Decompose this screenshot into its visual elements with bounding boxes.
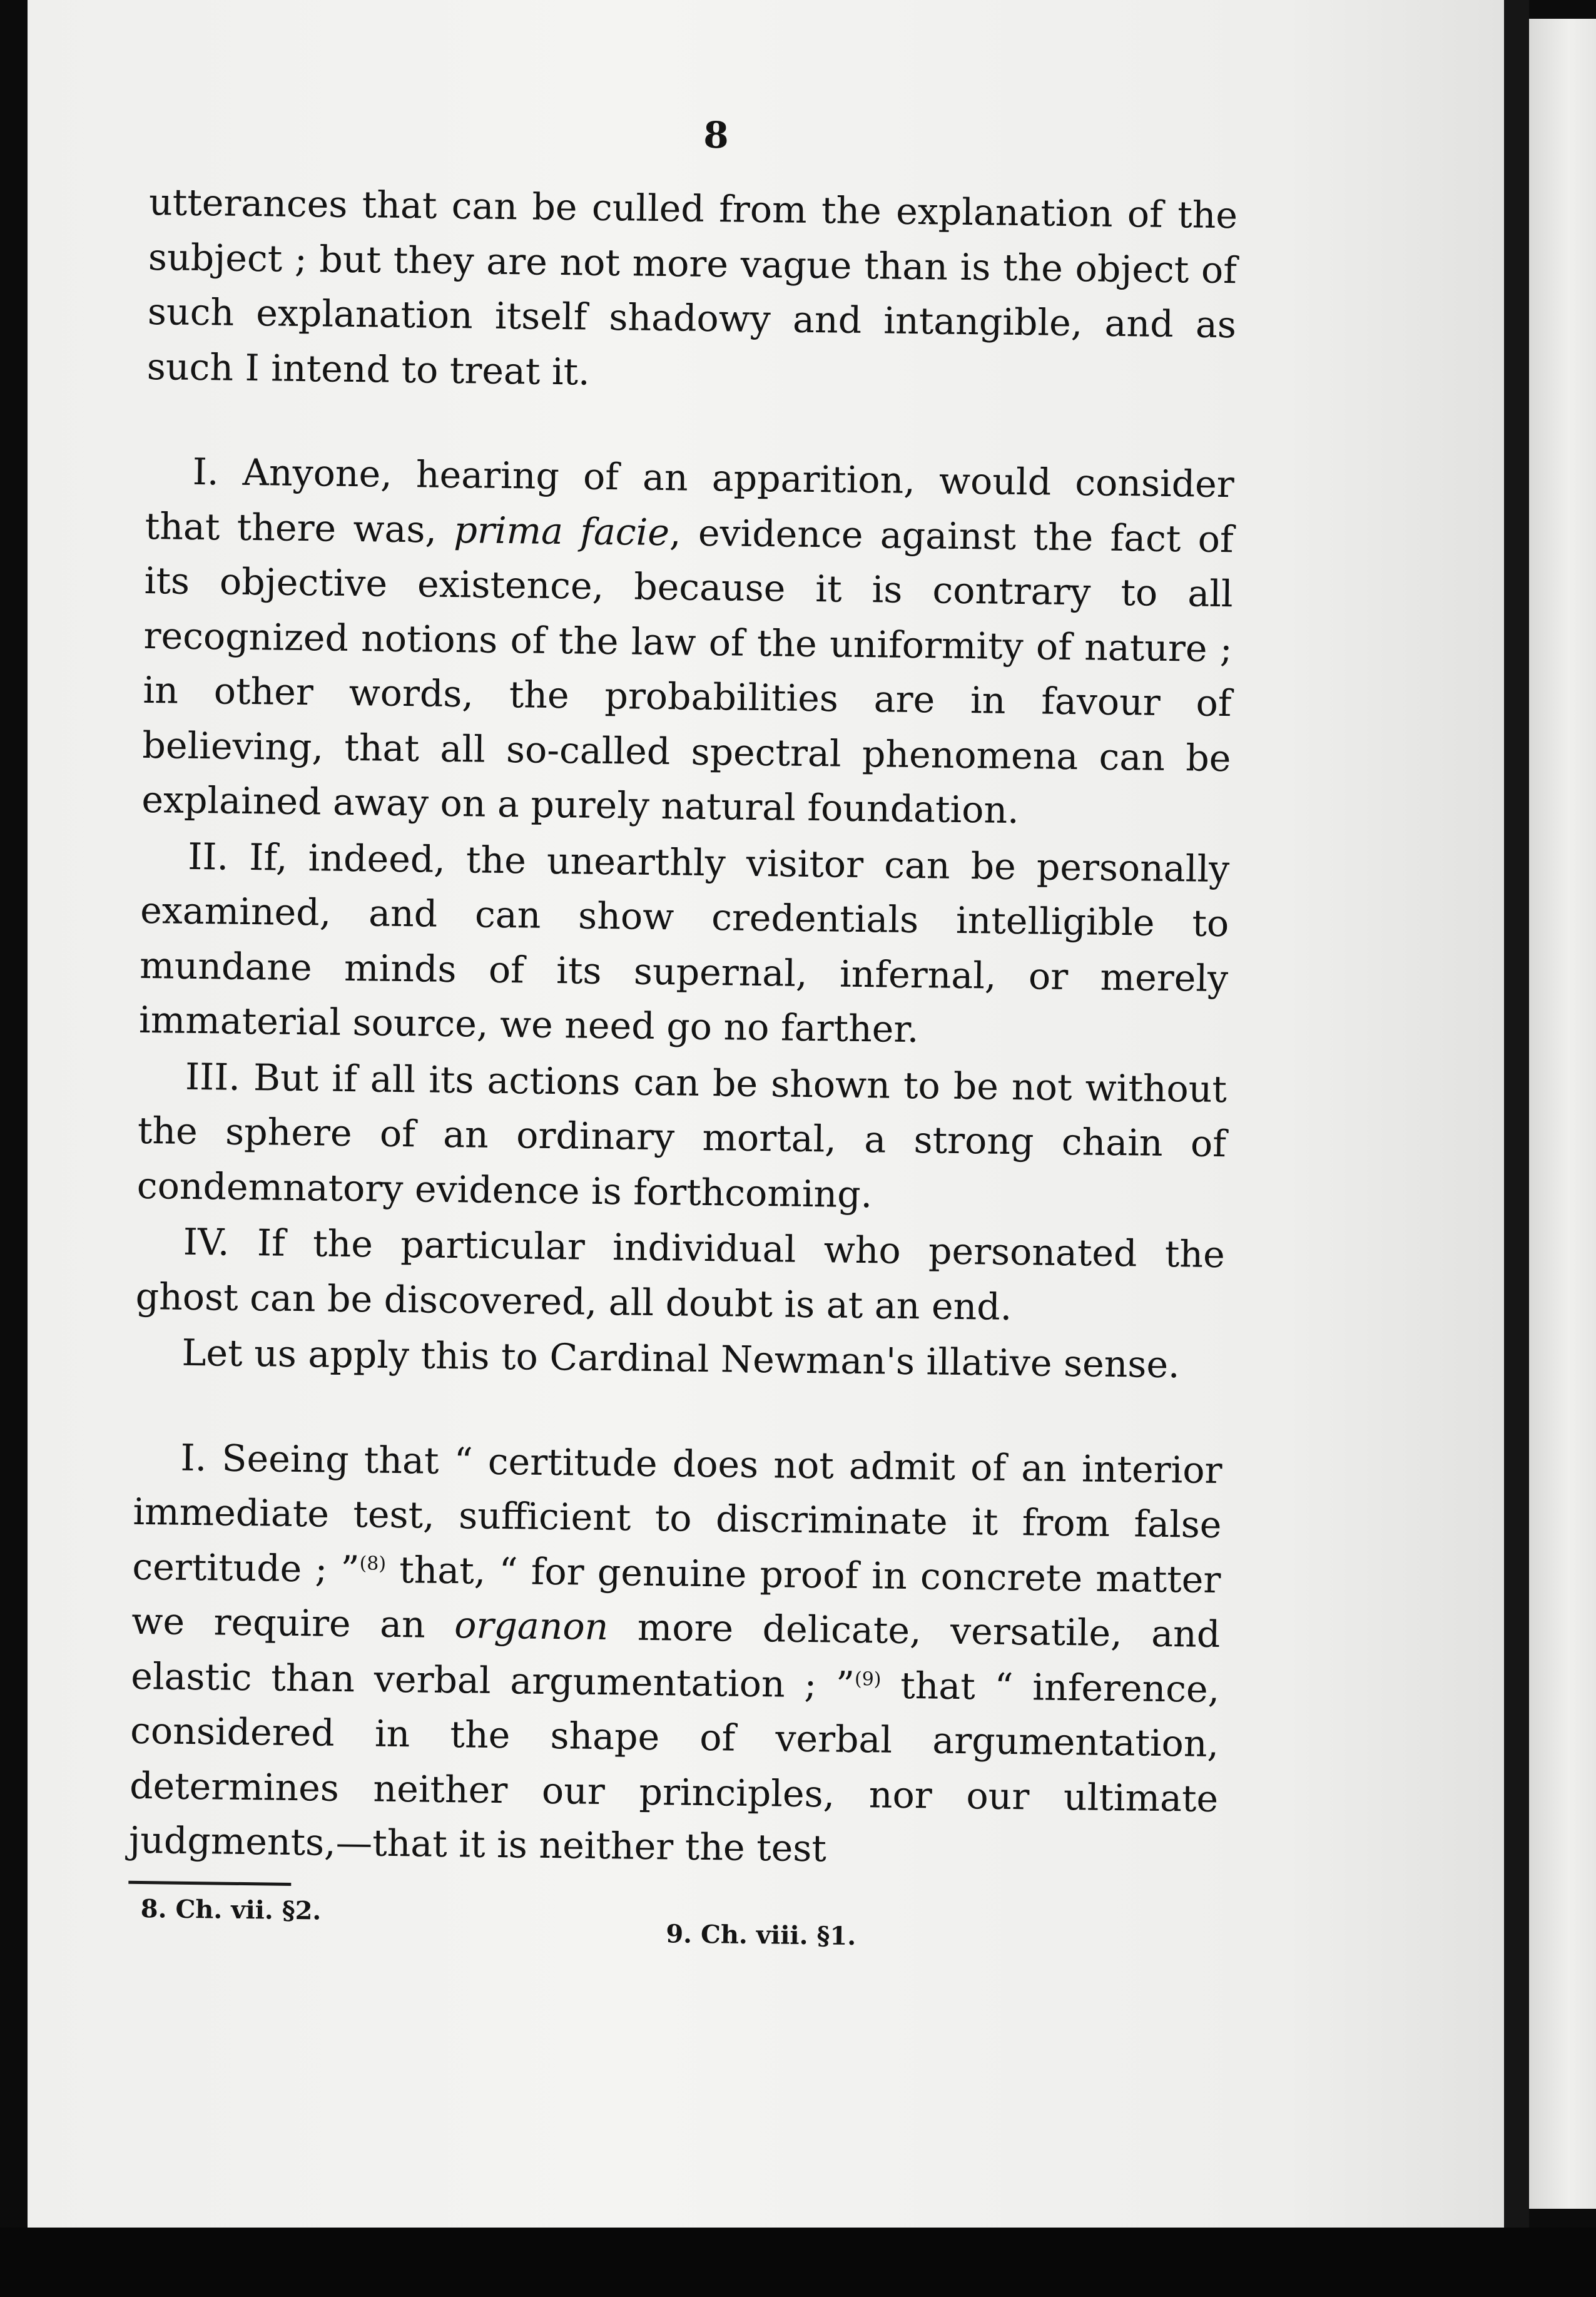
paragraph-intro: utterances that can be culled from the explanation of the subject ; but they are not more vague than is the object of such explanation itself shadowy and intangible, and as such I intend to treat it. — [146, 180, 1238, 394]
paragraph-point-iii: III. But if all its actions can be shown to be not without the sphere of an ordinary mortal, a strong chain of condemnatory evidence is forthcoming. — [136, 1055, 1227, 1216]
footnote-ref-8: (8) — [359, 1552, 387, 1575]
paragraph-seeing-text-d: that “ inference, considered in the shape of verbal argumentation, determines neither our principles, nor our ultimate judgments,—that it is neither the test — [128, 1663, 1220, 1870]
scan-bottom-edge — [0, 2228, 1596, 2297]
footnote-ref-9: (9) — [854, 1668, 882, 1690]
paragraph-seeing-that — [129, 1430, 1222, 1881]
paragraph-point-iv: IV. If the particular individual who personated the ghost can be discovered, all doubt is at an end. — [135, 1220, 1226, 1328]
paragraph-seeing-text-a: I. Seeing that “ certitude does not admit of an interior immediate test, sufficient to discriminate it from false certitude ; ” — [132, 1436, 1222, 1591]
paragraph-seeing-text-c: more delicate, versatile, and elastic than verbal argumentation ; ” — [130, 1606, 1221, 1706]
paragraph-point-i — [141, 444, 1234, 841]
page-gutter — [1504, 0, 1529, 2228]
paragraph-point-i-text-b: , evidence against the fact of its objective existence, because it is contrary to all recognized notions of the law of the uniformity of nature ; in other words, the probabilities are in favour of believing, that all so-called spectral phenomena can be explained away on a purely natural foundation. — [141, 511, 1234, 832]
footnote-8: 8. Ch. vii. §2. — [140, 1893, 322, 1926]
page-text-block — [128, 106, 1239, 1957]
footnote-divider — [128, 1880, 291, 1885]
paragraph-seeing-text-b: that, “ for genuine proof in concrete matter we require an — [131, 1548, 1221, 1647]
next-page-edge — [1529, 19, 1596, 2209]
paragraph-point-ii: II. If, indeed, the unearthly visitor can be personally examined, and can show credentials intelligible to mundane minds of its supernal, infernal, or merely immaterial source, we need go no farther. — [138, 835, 1230, 1051]
paragraph-apply: Let us apply this to Cardinal Newman's illative sense. — [181, 1331, 1181, 1387]
italic-organon: organon — [454, 1604, 609, 1649]
footnote-9: 9. Ch. viii. §1. — [666, 1918, 856, 1951]
italic-prima-facie: prima facie — [454, 508, 670, 554]
page-number: 8 — [703, 113, 729, 157]
paragraph-point-i-text-a: I. Anyone, hearing of an apparition, would consider that there was, — [145, 450, 1235, 551]
